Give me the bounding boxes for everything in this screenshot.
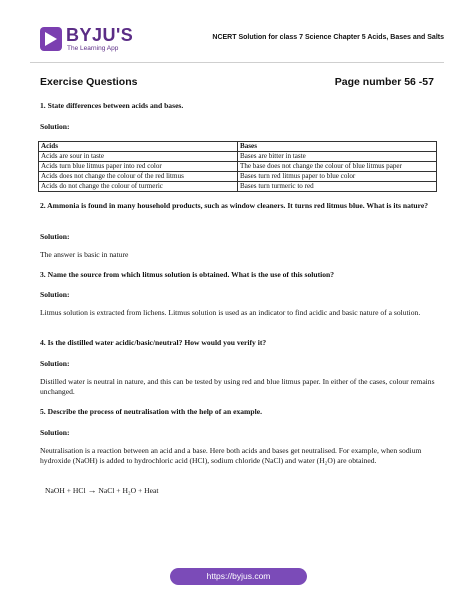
table-cell: The base does not change the colour of blue litmus paper: [238, 162, 437, 172]
table-cell: Acids turn blue litmus paper into red color: [39, 162, 238, 172]
table-row: [39, 152, 437, 162]
logo-tagline: The Learning App: [67, 45, 119, 52]
header-divider: [30, 62, 444, 63]
byjus-logo-icon: [40, 27, 62, 51]
table-row: [39, 162, 437, 172]
question-3: 3. Name the source from which litmus solution is obtained. What is the use of this solution?: [40, 270, 335, 279]
table-cell: Acids are sour in taste: [39, 152, 238, 162]
answer-2: The answer is basic in nature: [40, 250, 129, 259]
byjus-logo: [40, 27, 155, 57]
table-header-acids: Acids: [39, 142, 238, 152]
question-1: 1. State differences between acids and bases.: [40, 101, 184, 110]
answer-4: Distilled water is neutral in nature, and this can be tested by using red and blue litmus paper. In either of the cases, colour remains unchanged.: [40, 377, 435, 396]
document-header-title: NCERT Solution for class 7 Science Chapter 5 Acids, Bases and Salts: [212, 34, 444, 41]
answer-5: Neutralisation is a reaction between an acid and a base. Here both acids and bases get neutralised. For example, when sodium hydroxide (NaOH) is added to hydrochloric acid (HCl), sodium chloride (NaCl) and water (H₂O) are obtained.: [40, 446, 422, 465]
question-5: 5. Describe the process of neutralisation with the help of an example.: [40, 407, 262, 416]
reaction-arrow-icon: →: [87, 485, 97, 495]
table-cell: Bases are bitter in taste: [238, 152, 437, 162]
table-cell: Acids do not change the colour of turmeric: [39, 182, 238, 192]
page-number: Page number 56 -57: [334, 76, 434, 88]
table-cell: Bases turn turmeric to red: [238, 182, 437, 192]
table-cell: Acids does not change the colour of the red litmus: [39, 172, 238, 182]
table-header-row: [39, 142, 437, 152]
section-title: Exercise Questions: [40, 76, 138, 88]
question-4: 4. Is the distilled water acidic/basic/neutral? How would you verify it?: [40, 338, 267, 347]
table-cell: Bases turn red litmus paper to blue color: [238, 172, 437, 182]
answer-3: Litmus solution is extracted from lichens. Litmus solution is used as an indicator to find acidic and basic nature of a solution.: [40, 308, 421, 317]
solution-label-4: Solution:: [40, 359, 70, 368]
equation-reactants: NaOH + HCl: [45, 486, 86, 495]
solution-label-5: Solution:: [40, 428, 70, 437]
table-row: [39, 172, 437, 182]
table-header-bases: Bases: [238, 142, 437, 152]
question-2: 2. Ammonia is found in many household products, such as window cleaners. It turns red litmus blue. What is its nature?: [40, 201, 429, 210]
solution-label-1: Solution:: [40, 122, 70, 131]
table-row: [39, 182, 437, 192]
solution-label-2: Solution:: [40, 232, 70, 241]
solution-label-3: Solution:: [40, 290, 70, 299]
equation-products: NaCl + H₂O + Heat: [98, 486, 159, 495]
acids-bases-table: [38, 141, 437, 192]
footer-url-link[interactable]: https://byjus.com: [170, 568, 307, 585]
neutralisation-equation: [45, 485, 159, 495]
logo-text: BYJU'S: [66, 25, 134, 45]
